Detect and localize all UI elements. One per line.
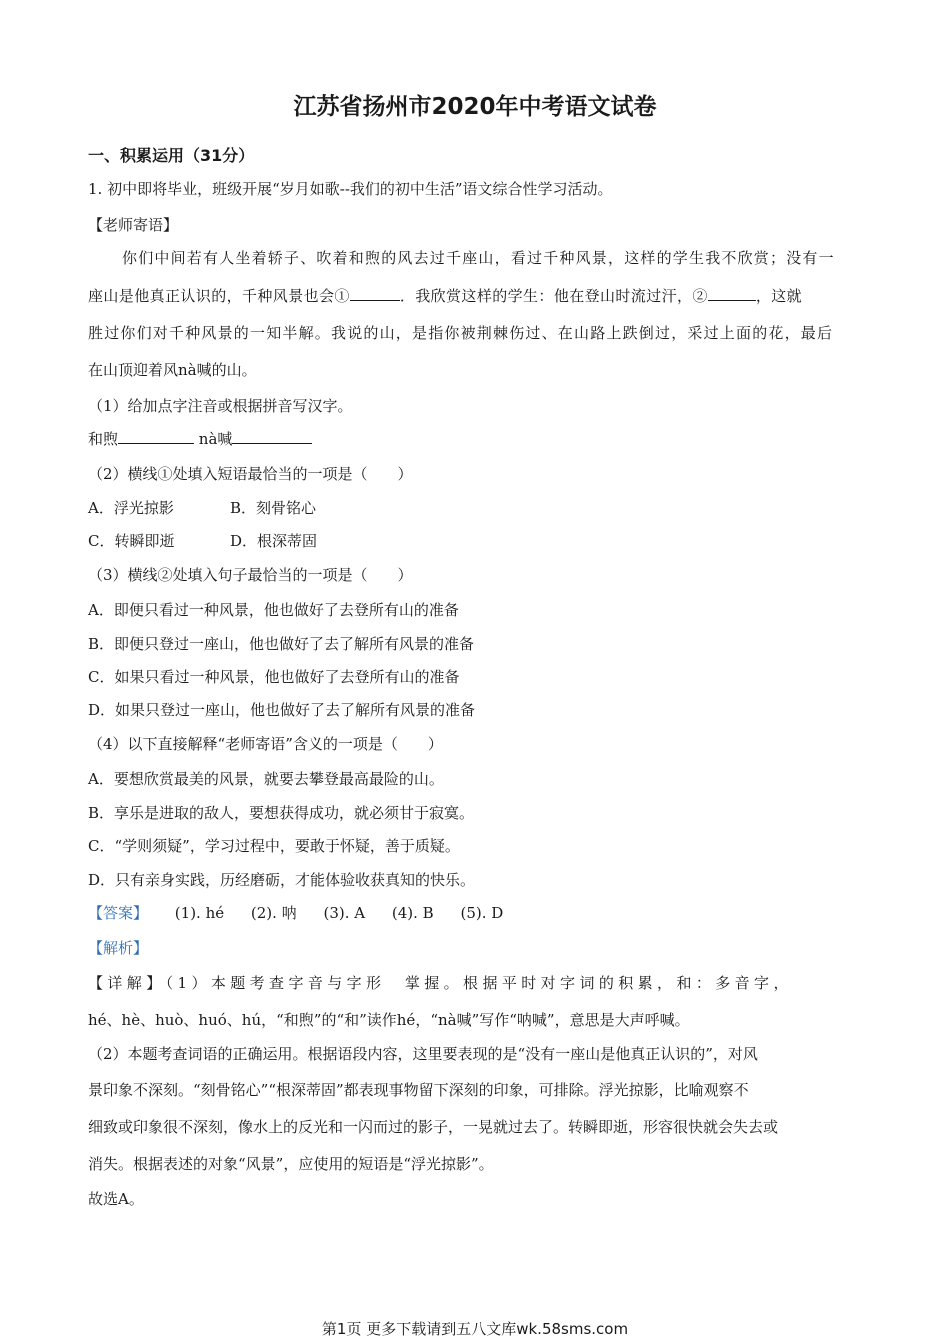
section-heading: 一、积累运用（31分） xyxy=(88,146,255,165)
answer-item: (2). 呐 xyxy=(250,904,297,922)
answer-blank-b[interactable] xyxy=(232,429,312,444)
word-hexu: 和煦 xyxy=(88,430,119,448)
option-2B[interactable]: B．刻骨铭心 xyxy=(230,499,317,517)
sub-question-2: （2）横线①处填入短语最恰当的一项是（ ） xyxy=(88,465,413,483)
sub-question-3: （3）横线②处填入句子最恰当的一项是（ ） xyxy=(88,566,413,584)
passage-text: 座山是他真正认识的，千种风景也会① xyxy=(88,287,350,305)
blank-1[interactable] xyxy=(350,286,400,301)
teacher-heading: 【老师寄语】 xyxy=(88,216,179,234)
option-4B[interactable]: B．享乐是进取的敌人，要想获得成功，就必须甘于寂寞。 xyxy=(88,804,475,822)
passage-line-3: 胜过你们对千种风景的一知半解。我说的山，是指你被荆棘伤过、在山路上跌倒过，采过上面的花，最后 xyxy=(88,324,834,342)
answer-item: (4). B xyxy=(391,904,434,922)
option-4C[interactable]: C．“学则须疑”，学习过程中，要敢于怀疑，善于质疑。 xyxy=(88,837,460,855)
option-4A[interactable]: A．要想欣赏最美的风景，就要去攀登最高最险的山。 xyxy=(88,770,444,788)
word-nahan: nà喊 xyxy=(198,430,233,448)
option-2C[interactable]: C．转瞬即逝 xyxy=(88,532,175,550)
detail-line-4: 景印象不深刻。“刻骨铭心”“根深蒂固”都表现事物留下深刻的印象，可排除。浮光掠影，比喻观察不 xyxy=(88,1081,749,1099)
option-3B[interactable]: B．即便只登过一座山，他也做好了去了解所有风景的准备 xyxy=(88,635,475,653)
option-3A[interactable]: A．即便只看过一种风景，他也做好了去登所有山的准备 xyxy=(88,601,459,619)
blank-2[interactable] xyxy=(708,286,756,301)
passage-line-2 xyxy=(88,285,802,306)
detail-line-1: 【详解】（1）本题考查字音与字形 掌握。根据平时对字词的积累，和：多音字， xyxy=(88,974,793,992)
option-3C[interactable]: C．如果只看过一种风景，他也做好了去登所有山的准备 xyxy=(88,668,460,686)
answer-item: (1). hé xyxy=(174,904,225,922)
option-2D[interactable]: D．根深蒂固 xyxy=(230,532,318,550)
question-intro: 1. 初中即将毕业，班级开展“岁月如歌--我们的初中生活”语文综合性学习活动。 xyxy=(88,180,613,198)
detail-line-5: 细致或印象很不深刻，像水上的反光和一闪而过的影子，一晃就过去了。转瞬即逝，形容很快就会失去或 xyxy=(88,1118,779,1136)
passage-text: ，这就 xyxy=(755,287,803,305)
page-title: 江苏省扬州市2020年中考语文试卷 xyxy=(293,94,657,120)
detail-line-7: 故选A。 xyxy=(88,1190,144,1208)
answer-row xyxy=(88,902,525,923)
detail-line-2: hé、hè、huò、huó、hú，“和煦”的“和”读作hé，“nà喊”写作“呐喊”，意思是大声呼喊。 xyxy=(88,1011,690,1029)
detail-line-6: 消失。根据表述的对象“风景”，应使用的短语是“浮光掠影”。 xyxy=(88,1155,494,1173)
page-footer: 第1页 更多下载请到五八文库wk.58sms.com xyxy=(321,1320,629,1338)
detail-line-3: （2）本题考查词语的正确运用。根据语段内容，这里要表现的是“没有一座山是他真正认识的”，对风 xyxy=(88,1045,758,1063)
option-4D[interactable]: D．只有亲身实践，历经磨砺，才能体验收获真知的快乐。 xyxy=(88,871,476,889)
answer-item: (5). D xyxy=(460,904,504,922)
answer-blank-a[interactable] xyxy=(118,429,194,444)
passage-line-4: 在山顶迎着风nà喊的山。 xyxy=(88,361,257,379)
sub-question-1-blanks xyxy=(88,428,312,449)
answer-item: (3). A xyxy=(323,904,366,922)
sub-question-4: （4）以下直接解释“老师寄语”含义的一项是（ ） xyxy=(88,735,443,753)
option-2A[interactable]: A．浮光掠影 xyxy=(88,499,174,517)
sub-question-1: （1）给加点字注音或根据拼音写汉字。 xyxy=(88,397,353,415)
option-3D[interactable]: D．如果只登过一座山，他也做好了去了解所有风景的准备 xyxy=(88,701,476,719)
analysis-label: 【解析】 xyxy=(88,939,149,957)
passage-line-1: 你们中间若有人坐着轿子、吹着和煦的风去过千座山，看过千种风景，这样的学生我不欣赏；没有一 xyxy=(122,249,835,267)
passage-text: ．我欣赏这样的学生：他在登山时流过汗，② xyxy=(399,287,708,305)
answer-label: 【答案】 xyxy=(88,904,149,922)
